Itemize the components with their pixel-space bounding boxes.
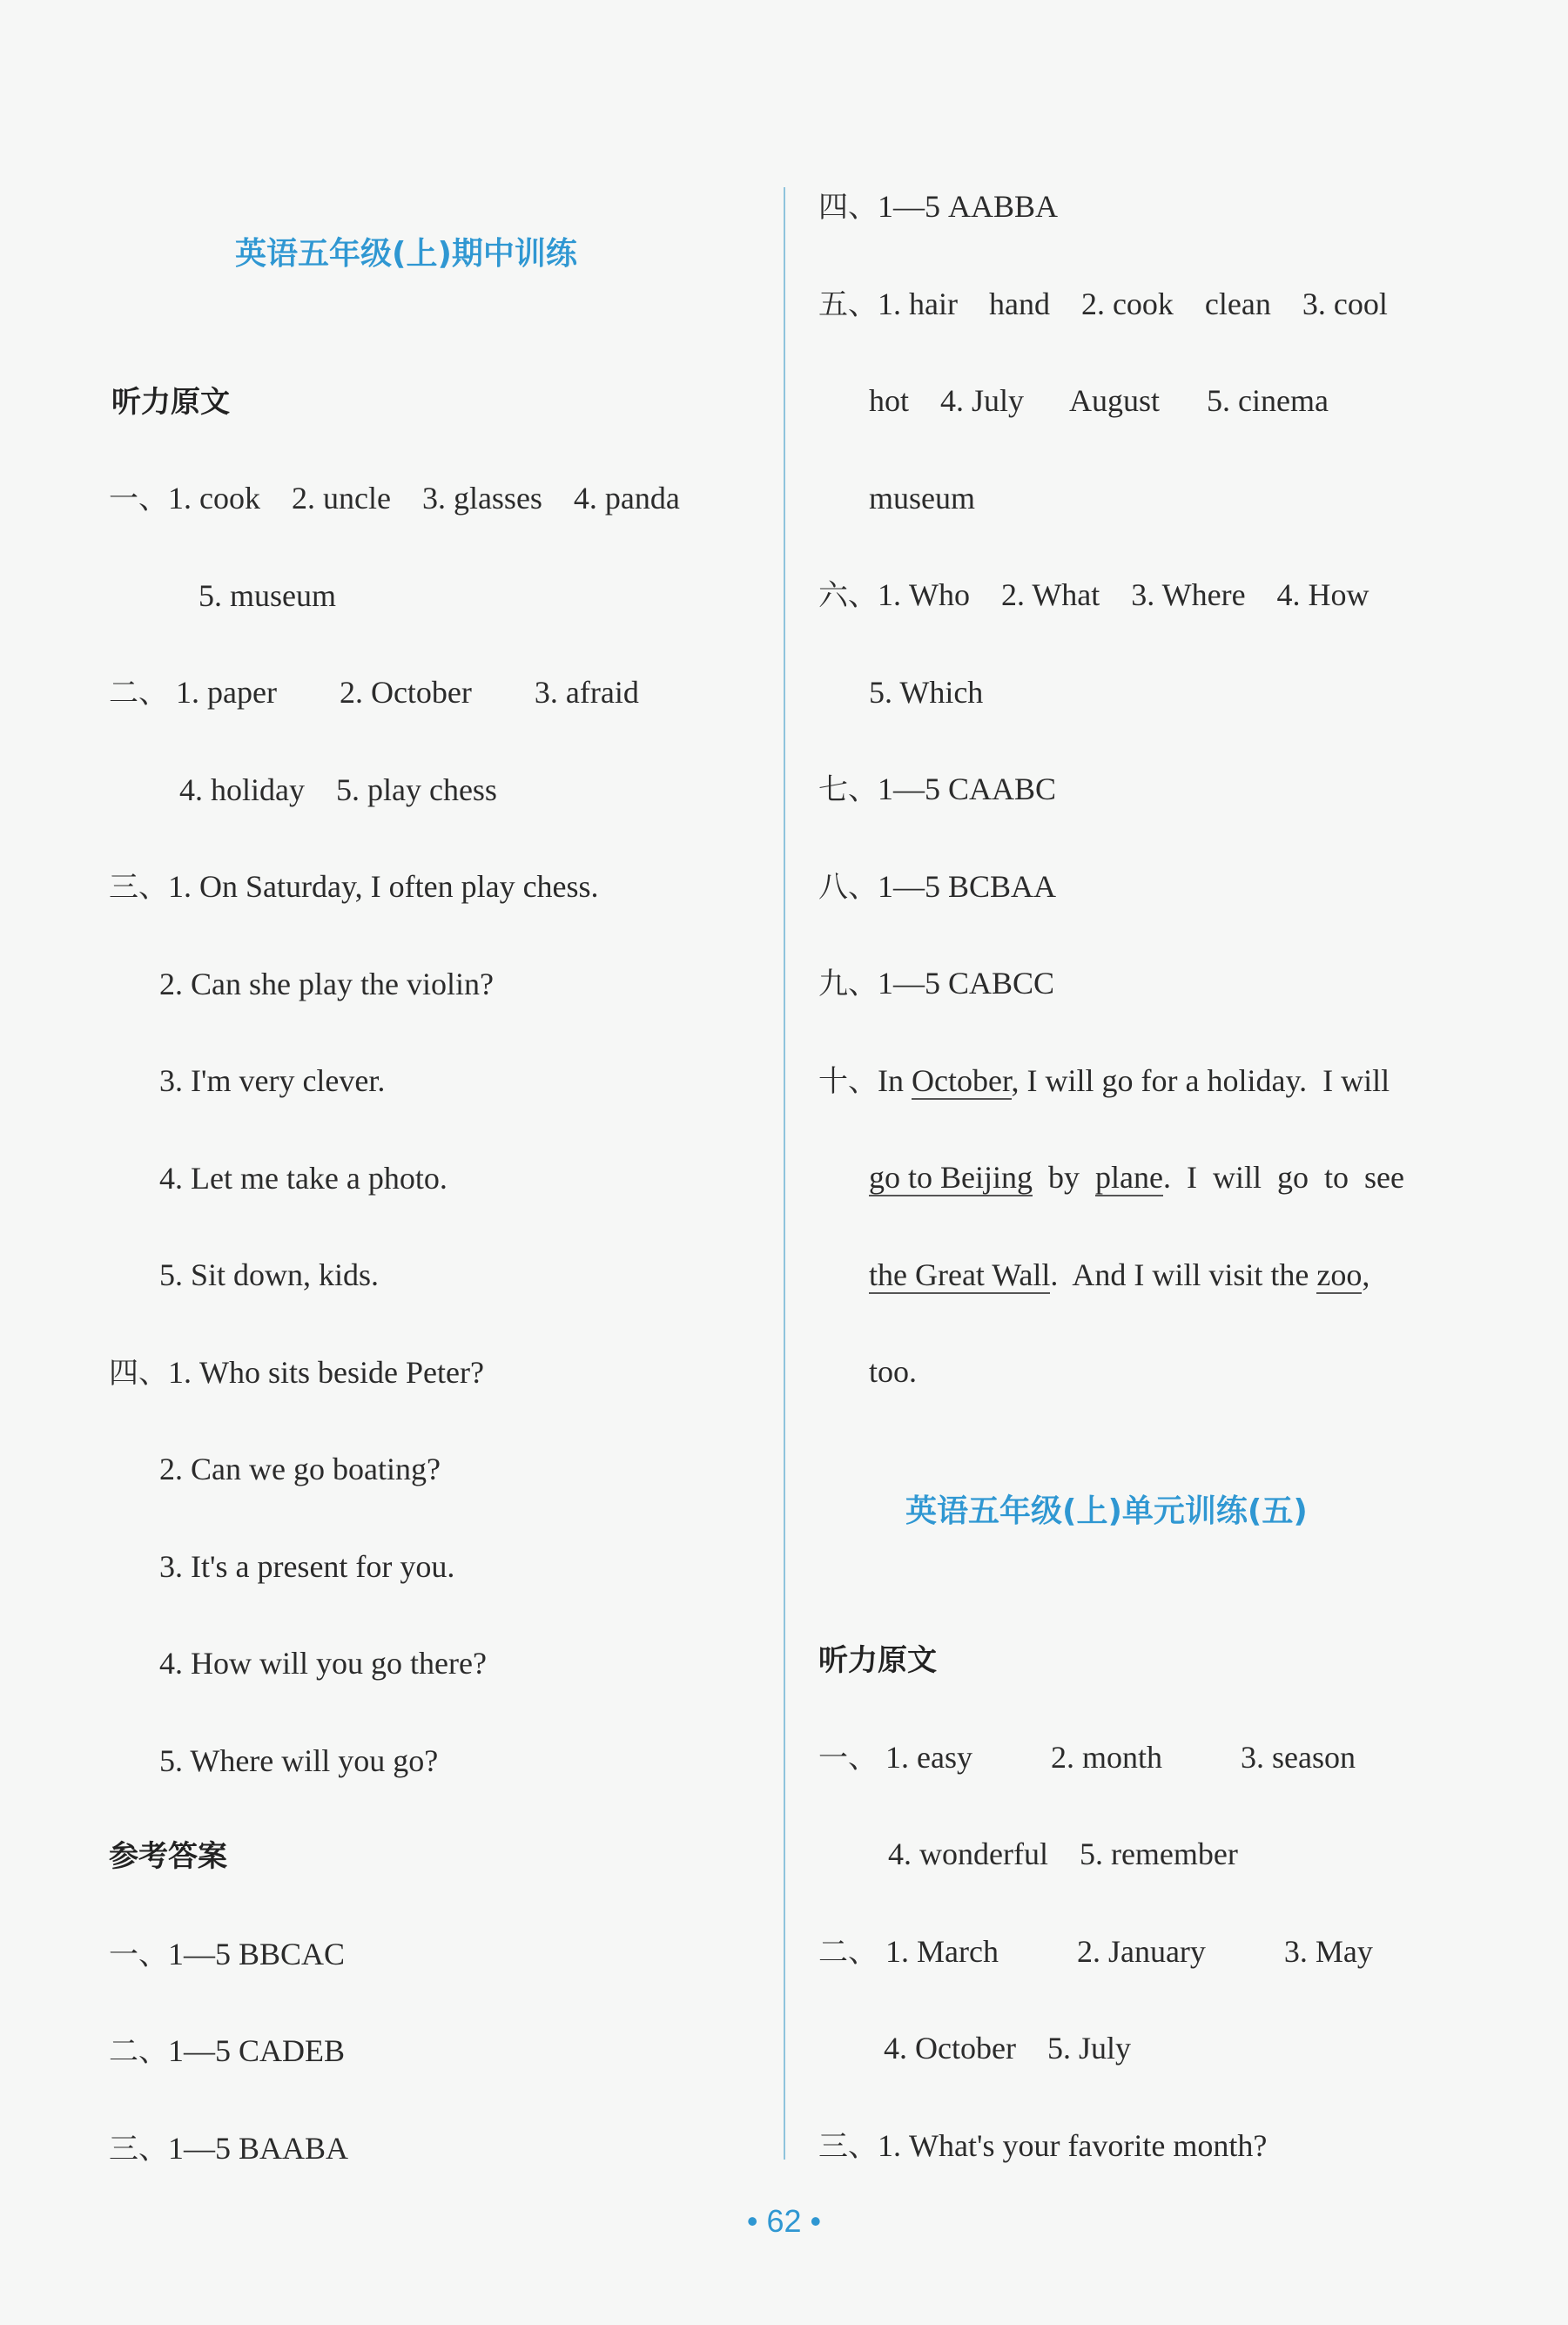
midterm-title: 英语五年级(上)期中训练 — [235, 236, 577, 272]
line-text: 1. What's your favorite month? — [878, 2128, 1268, 2163]
answers-heading: 参考答案 — [109, 1839, 227, 1874]
section-number: 四、 — [109, 1356, 168, 1391]
answer-line — [818, 187, 1058, 226]
line-text: 1—5 BBCAC — [168, 1937, 346, 1971]
section-number: 四、 — [818, 190, 878, 225]
underlined-word: the Great Wall — [869, 1257, 1051, 1292]
listening-section-4 — [109, 1353, 484, 1392]
listening-line: 3. It's a present for you. — [159, 1549, 455, 1584]
section-number: 十、 — [818, 1064, 878, 1099]
writing-line — [869, 1158, 1404, 1196]
section-number: 九、 — [818, 967, 878, 1001]
listening-line: 5. museum — [199, 578, 336, 613]
answer-line: 5. Which — [869, 675, 984, 710]
section-number: 一、 — [109, 1938, 168, 1972]
answer-line — [818, 576, 1369, 615]
underlined-word: zoo — [1316, 1257, 1363, 1292]
page-number: • 62 • — [746, 2203, 822, 2239]
underlined-word: go to Beijing — [869, 1160, 1033, 1195]
answer-line: museum — [869, 481, 975, 516]
listening-line: 2. Can we go boating? — [159, 1452, 441, 1486]
underlined-word: plane — [1095, 1160, 1163, 1195]
line-text: 1. Who 2. What 3. Where 4. How — [878, 577, 1369, 612]
listening-section-3 — [818, 2126, 1267, 2166]
listening-heading-2: 听力原文 — [818, 1643, 937, 1678]
section-number: 二、 — [109, 676, 168, 711]
answer-line: hot 4. July August 5. cinema — [869, 383, 1329, 418]
listening-section-1 — [818, 1738, 1356, 1777]
listening-line: 4. How will you go there? — [159, 1646, 487, 1681]
answer-line — [818, 964, 1054, 1003]
listening-line: 4. Let me take a photo. — [159, 1161, 448, 1196]
answer-line — [109, 1935, 345, 1974]
line-text: In — [878, 1063, 912, 1098]
writing-answer — [818, 1061, 1390, 1101]
answer-line — [109, 2032, 345, 2071]
line-text: . I will go to see — [1162, 1160, 1404, 1195]
line-text: , I will go for a holiday. I will — [1011, 1063, 1390, 1098]
line-text: 1. hair hand 2. cook clean 3. cool — [878, 286, 1388, 321]
section-number: 二、 — [109, 2034, 168, 2069]
section-number: 一、 — [109, 482, 168, 516]
section-number: 五、 — [818, 287, 878, 322]
answer-line — [818, 770, 1056, 809]
writing-line — [869, 1256, 1369, 1294]
line-text: 1—5 BCBAA — [878, 869, 1057, 904]
section-number: 二、 — [818, 1935, 878, 1970]
unit-title: 英语五年级(上)单元训练(五) — [905, 1493, 1308, 1529]
section-number: 六、 — [818, 578, 878, 613]
listening-section-1 — [109, 479, 680, 518]
listening-line: 4. October 5. July — [884, 2031, 1131, 2066]
listening-line: 3. I'm very clever. — [159, 1063, 386, 1098]
listening-line: 5. Sit down, kids. — [159, 1257, 380, 1292]
line-text: 1. paper 2. October 3. afraid — [168, 675, 639, 710]
listening-section-3 — [109, 867, 599, 906]
listening-section-2 — [109, 673, 639, 712]
column-divider — [784, 187, 785, 2160]
listening-line: 4. wonderful 5. remember — [888, 1836, 1238, 1871]
answer-line — [109, 2129, 348, 2168]
listening-line: 4. holiday 5. play chess — [179, 772, 497, 807]
line-text: by — [1033, 1160, 1095, 1195]
listening-section-2 — [818, 1932, 1373, 1971]
line-text: 1—5 AABBA — [878, 189, 1059, 224]
section-number: 一、 — [818, 1741, 878, 1776]
listening-heading: 听力原文 — [111, 385, 230, 420]
section-number: 八、 — [818, 870, 878, 905]
line-text: . And I will visit the — [1050, 1257, 1317, 1292]
section-number: 三、 — [109, 2132, 168, 2167]
line-text: 1—5 CADEB — [168, 2033, 346, 2068]
line-text: 1—5 CAABC — [878, 772, 1057, 806]
section-number: 三、 — [818, 2129, 878, 2164]
writing-line: too. — [869, 1354, 918, 1389]
line-text: 1—5 BAABA — [168, 2131, 349, 2166]
listening-line: 2. Can she play the violin? — [159, 967, 494, 1001]
line-text: 1—5 CABCC — [878, 966, 1055, 1001]
line-text: 1. March 2. January 3. May — [878, 1934, 1373, 1969]
answer-line — [818, 285, 1388, 324]
line-text: 1. Who sits beside Peter? — [168, 1355, 484, 1390]
section-number: 七、 — [818, 772, 878, 807]
listening-line: 5. Where will you go? — [159, 1743, 439, 1778]
answer-line — [818, 867, 1056, 906]
line-text: 1. cook 2. uncle 3. glasses 4. panda — [168, 481, 680, 516]
line-text: 1. easy 2. month 3. season — [878, 1740, 1356, 1775]
line-text: , — [1362, 1257, 1370, 1292]
underlined-word: October — [912, 1063, 1012, 1098]
line-text: 1. On Saturday, I often play chess. — [168, 869, 599, 904]
section-number: 三、 — [109, 870, 168, 905]
